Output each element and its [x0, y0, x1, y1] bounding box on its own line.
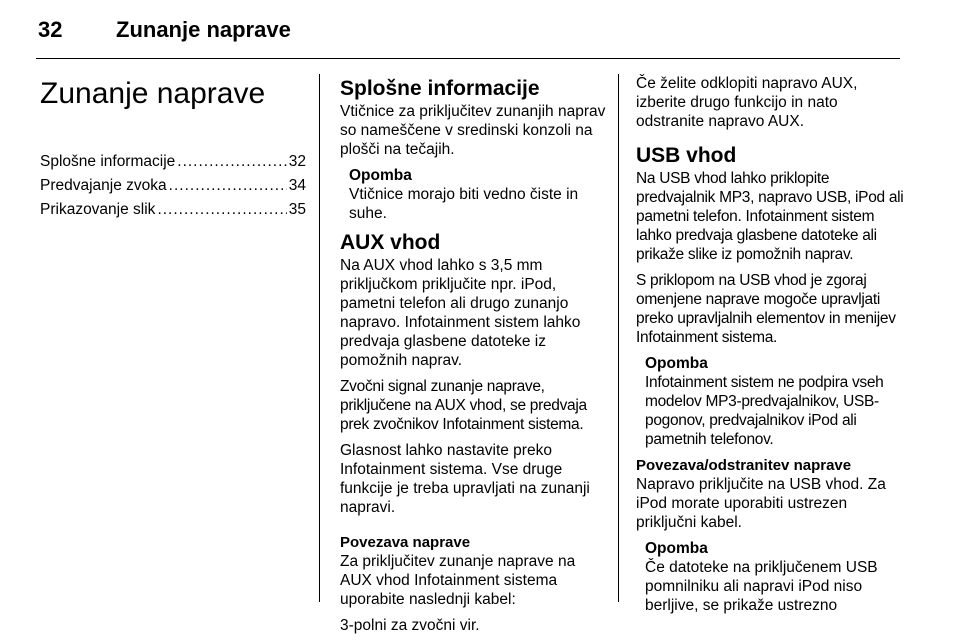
header-rule [36, 58, 900, 59]
note-label: Opomba [349, 167, 412, 184]
page-number: 32 [38, 17, 63, 42]
toc-item[interactable] [40, 176, 306, 200]
paragraph-aux-3: Glasnost lahko nastavite preko Infotainment sistema. Vse druge funkcije je treba upravljati na zunanji napravi. [340, 442, 590, 516]
note-block [636, 354, 906, 449]
paragraph-aux-1: Na AUX vhod lahko s 3,5 mm priključkom priključite npr. iPod, pametni telefon ali drugo zunanjo napravo. Infotainment sistem lahko predvaja glasbene datoteke iz pomožnih naprav. [340, 257, 581, 369]
paragraph-aux-2: Zvočni signal zunanje naprave, priključene na AUX vhod, se predvaja prek zvočnikov Infotainment sistema. [340, 378, 587, 433]
heading-general-info: Splošne informacije [340, 77, 540, 100]
toc-column [40, 74, 306, 224]
toc-leader [177, 152, 286, 171]
paragraph-connect-1: Za priključitev zunanje naprave na AUX vhod Infotainment sistema uporabite naslednji kabel: [340, 553, 576, 608]
paragraph-usb-2: S priklopom na USB vhod je zgoraj omenjene naprave mogoče upravljati preko upravljalnih elementov in menijev Infotainment sistema. [636, 272, 896, 346]
note-label: Opomba [645, 355, 708, 372]
toc-item-page: 35 [288, 201, 306, 218]
paragraph-general: Vtičnice za priključitev zunanjih naprav so nameščene v sredinski konzoli na plošči na tečajih. [340, 103, 606, 158]
toc-leader [157, 200, 286, 219]
note-text: Vtičnice morajo biti vedno čiste in suhe. [349, 186, 579, 222]
heading-usb: USB vhod [636, 144, 737, 167]
toc-item-page: 34 [288, 177, 306, 194]
heading-aux: AUX vhod [340, 231, 441, 254]
chapter-title: Zunanje naprave [40, 77, 266, 110]
toc-item[interactable] [40, 152, 306, 176]
note-text: Infotainment sistem ne podpira vseh modelov MP3-predvajalnikov, USB-pogonov, predvajalnikov iPod ali pametnih telefonov. [645, 374, 884, 448]
spacer [340, 524, 606, 533]
running-title: Zunanje naprave [116, 17, 291, 42]
note-text: Če datoteke na priključenem USB pomnilniku ali napravi iPod niso berljive, se prikaže ustrezno [645, 559, 878, 614]
toc-leader [169, 176, 287, 195]
note-block [340, 166, 606, 223]
paragraph-connect-2: 3-polni za zvočni vir. [340, 617, 480, 634]
toc-item-label: Predvajanje zvoka [40, 177, 167, 194]
toc-item-label: Prikazovanje slik [40, 201, 156, 218]
note-label: Opomba [645, 540, 708, 557]
paragraph-usb-1: Na USB vhod lahko priklopite predvajalnik MP3, napravo USB, iPod ali pametni telefon. Infotainment sistem lahko predvaja glasbene datoteke ali prikaže slike iz pomožnih naprav. [636, 170, 904, 263]
content-column-2 [340, 74, 606, 642]
page-header [0, 0, 960, 60]
toc-item[interactable] [40, 200, 306, 224]
paragraph-disconnect-aux: Če želite odklopiti napravo AUX, izberite drugo funkcijo in nato odstranite napravo AUX. [636, 75, 858, 130]
column-divider-2 [618, 74, 619, 602]
column-divider-1 [319, 74, 320, 602]
subheading-connect-device: Povezava naprave [340, 534, 471, 551]
note-block [636, 539, 906, 615]
subheading-usb-connect: Povezava/odstranitev naprave [636, 457, 852, 474]
content-column-3 [636, 74, 906, 622]
paragraph-usb-connect: Napravo priključite na USB vhod. Za iPod morate uporabiti ustrezen priključni kabel. [636, 476, 886, 531]
toc-item-label: Splošne informacije [40, 153, 176, 170]
toc-item-page: 32 [288, 153, 306, 170]
